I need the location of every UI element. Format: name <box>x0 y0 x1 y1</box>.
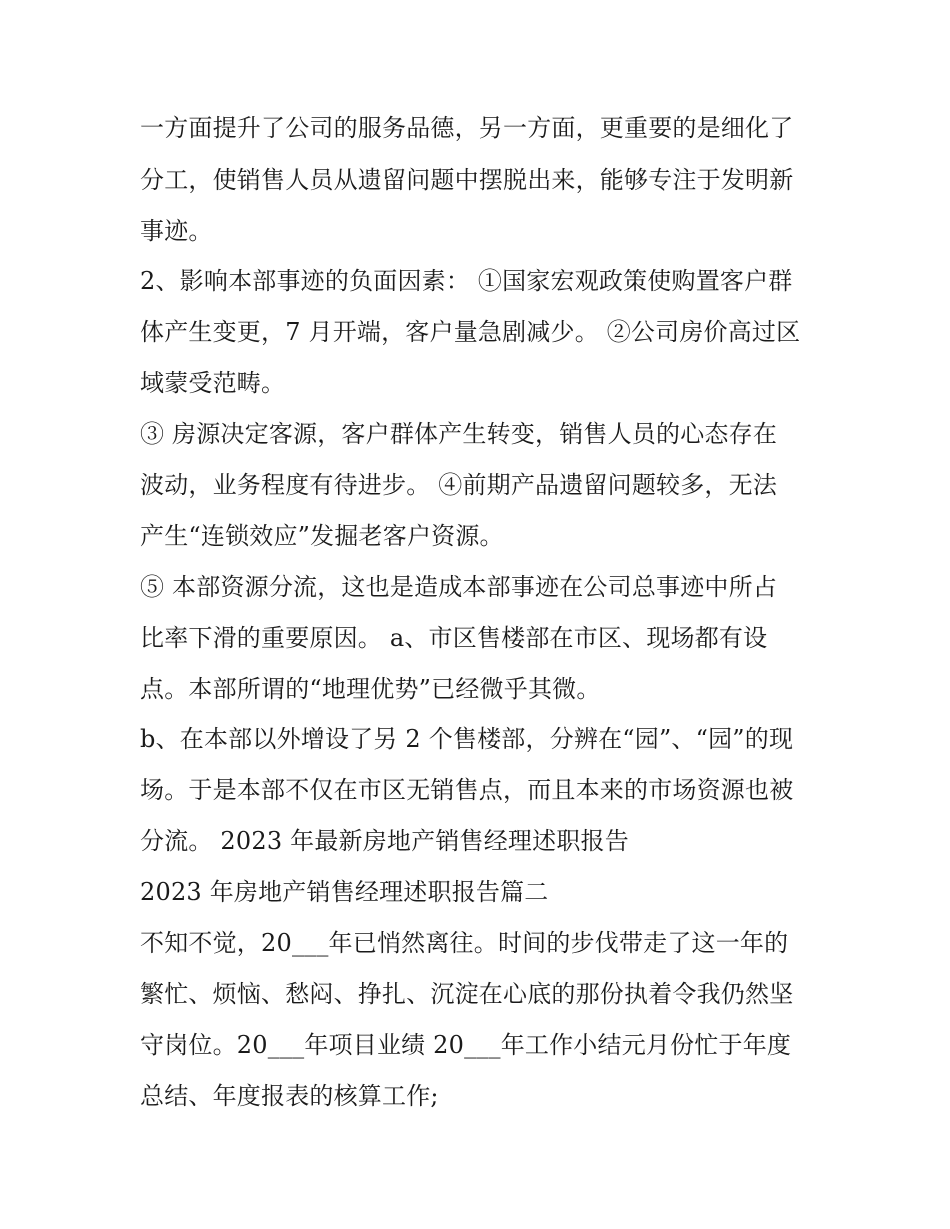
text-line-18: 繁忙、烦恼、愁闷、挣扎、沉淀在心底的那份执着令我仍然坚 <box>140 980 794 1008</box>
text-line-9: 产生“连锁效应”发掘老客户资源。 <box>140 522 504 550</box>
text-line-6: 域蒙受范畴。 <box>140 369 286 397</box>
text-line-13: b、在本部以外增设了另 2 个售楼部，分辨在“园”、“园”的现 <box>140 725 794 753</box>
text-line-5: 体产生变更，7 月开端，客户量急剧减少。 ②公司房价高过区 <box>140 318 801 346</box>
text-line-10: ⑤ 本部资源分流，这也是造成本部事迹在公司总事迹中所占 <box>140 573 778 601</box>
text-line-15: 分流。 2023 年最新房地产销售经理述职报告 <box>140 827 629 855</box>
text-line-19: 守岗位。20___年项目业绩 20___年工作小结元月份忙于年度 <box>140 1031 792 1059</box>
text-line-14: 场。于是本部不仅在市区无销售点，而且本来的市场资源也被 <box>140 776 794 804</box>
text-line-3: 事迹。 <box>140 217 213 245</box>
text-line-4: 2、影响本部事迹的负面因素： ①国家宏观政策使购置客户群 <box>140 267 793 295</box>
text-line-11: 比率下滑的重要原因。 a、市区售楼部在市区、现场都有设 <box>140 624 768 652</box>
section-heading: 2023 年房地产销售经理述职报告篇二 <box>140 878 549 906</box>
text-line-12: 点。本部所谓的“地理优势”已经微乎其微。 <box>140 675 601 703</box>
text-line-2: 分工，使销售人员从遗留问题中摆脱出来，能够专注于发明新 <box>140 166 794 194</box>
text-line-8: 波动，业务程度有待进步。 ④前期产品遗留问题较多，无法 <box>140 471 778 499</box>
text-line-1: 一方面提升了公司的服务品德，另一方面，更重要的是细化了 <box>140 114 794 142</box>
text-line-20: 总结、年度报表的核算工作; <box>140 1082 439 1110</box>
text-line-17: 不知不觉，20___年已悄然离往。时间的步伐带走了这一年的 <box>140 929 789 957</box>
text-line-7: ③ 房源决定客源，客户群体产生转变，销售人员的心态存在 <box>140 420 778 448</box>
